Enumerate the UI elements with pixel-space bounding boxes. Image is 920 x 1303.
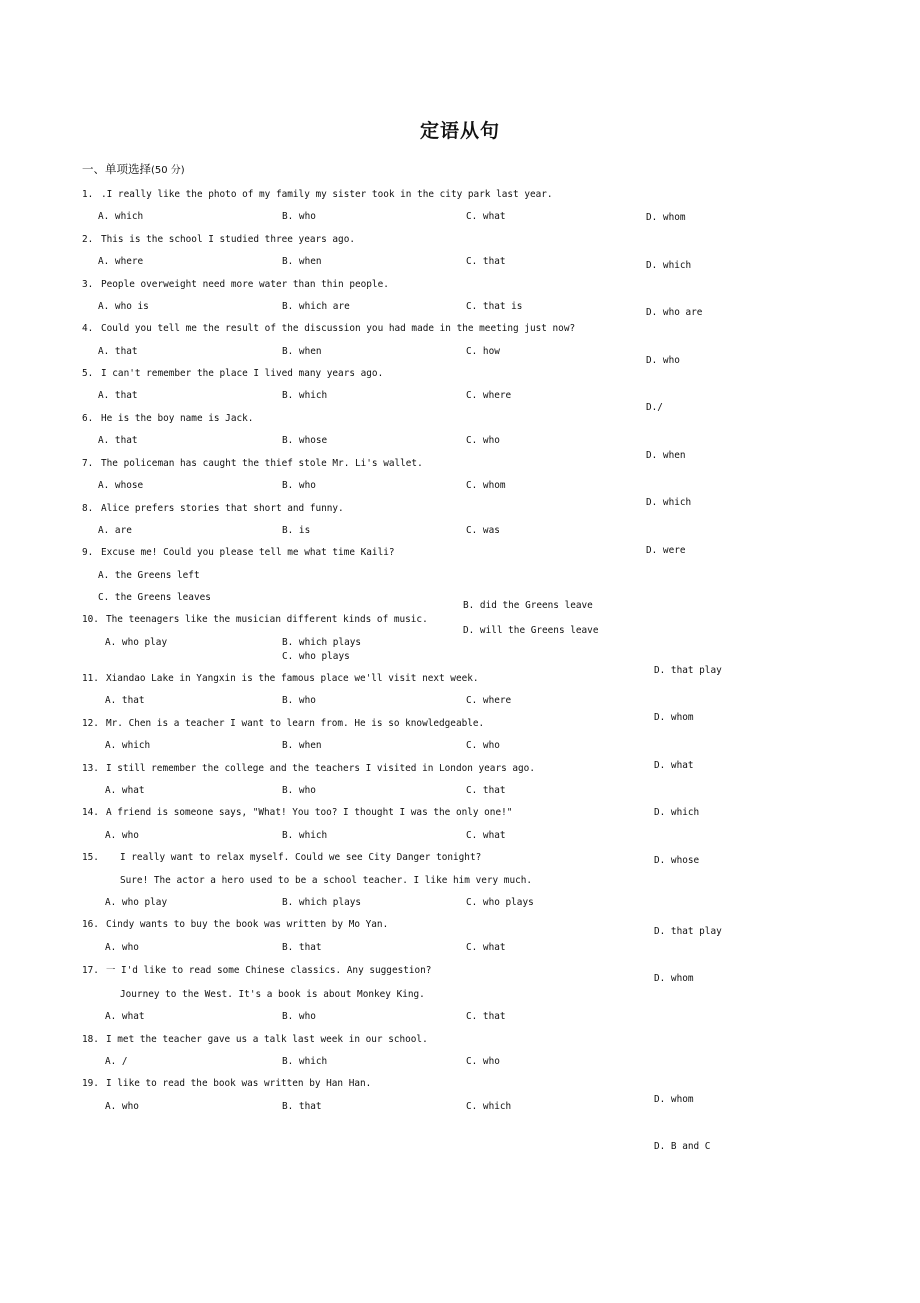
question-stem: .I really like the photo of my family my sister took in the city park last year. <box>101 189 553 200</box>
option-b: B. is <box>282 525 311 536</box>
question-stem: Mr. Chen is a teacher I want to learn from. He is so knowledgeable. <box>106 718 485 729</box>
option-d: D. will the Greens leave <box>463 625 599 636</box>
option-b: B. who <box>282 480 316 491</box>
option-b: B. who <box>282 211 316 222</box>
option-b: B. which <box>282 1056 328 1067</box>
option-a: A. that <box>98 346 138 357</box>
option-d: D. whom <box>654 712 694 723</box>
option-c: C. what <box>466 942 506 953</box>
question-number: 11. <box>82 673 99 684</box>
question-number: 4. <box>82 323 94 334</box>
question-number: 12. <box>82 718 99 729</box>
question-number: 8. <box>82 503 94 514</box>
question-stem: The teenagers like the musician different kinds of music. <box>106 614 428 625</box>
option-a: A. / <box>105 1056 128 1067</box>
question-number: 17. <box>82 965 99 976</box>
question-stem: Cindy wants to buy the book was written by Mo Yan. <box>106 919 389 930</box>
option-a: A. what <box>105 785 145 796</box>
option-a: A. that <box>105 695 145 706</box>
option-d: D. whom <box>646 212 686 223</box>
option-b: B. who <box>282 1011 316 1022</box>
question-stem: Could you tell me the result of the discussion you had made in the meeting just now? <box>101 323 576 334</box>
option-c: C. that <box>466 256 506 267</box>
option-c: C. was <box>466 525 500 536</box>
option-d: D. whom <box>654 973 694 984</box>
option-d: D. who <box>646 355 680 366</box>
question-stem: People overweight need more water than thin people. <box>101 279 389 290</box>
section-heading <box>82 161 185 177</box>
option-c: C. who <box>466 435 500 446</box>
question-stem: 一 I'd like to read some Chinese classics. Any suggestion? <box>106 965 432 976</box>
option-b: B. when <box>282 256 322 267</box>
option-a: A. who is <box>98 301 149 312</box>
option-c: C. what <box>466 211 506 222</box>
option-d: D. were <box>646 545 686 556</box>
option-a: A. that <box>98 435 138 446</box>
option-c: C. who <box>466 1056 500 1067</box>
question-number: 6. <box>82 413 94 424</box>
option-a: A. where <box>98 256 144 267</box>
question-number: 7. <box>82 458 94 469</box>
option-a: A. who <box>105 830 139 841</box>
option-d: D. whose <box>654 855 700 866</box>
question-stem-line2: Journey to the West. It's a book is about Monkey King. <box>120 989 425 1000</box>
option-d: D./ <box>646 402 663 413</box>
option-a: A. who <box>105 1101 139 1112</box>
option-c: C. who plays <box>282 651 350 662</box>
option-d: D. which <box>646 260 692 271</box>
option-b: B. whose <box>282 435 328 446</box>
option-c: C. that <box>466 785 506 796</box>
option-b: B. when <box>282 740 322 751</box>
question-stem: I can't remember the place I lived many years ago. <box>101 368 384 379</box>
question-number: 14. <box>82 807 99 818</box>
question-number: 15. <box>82 852 99 863</box>
question-number: 16. <box>82 919 99 930</box>
option-a: A. are <box>98 525 132 536</box>
option-c: C. where <box>466 695 512 706</box>
option-d: D. when <box>646 450 686 461</box>
question-number: 2. <box>82 234 94 245</box>
option-d: D. what <box>654 760 694 771</box>
option-d: D. B and C <box>654 1141 711 1152</box>
question-stem: Excuse me! Could you please tell me what time Kaili? <box>101 547 395 558</box>
question-stem: Alice prefers stories that short and funny. <box>101 503 344 514</box>
question-stem: I met the teacher gave us a talk last week in our school. <box>106 1034 428 1045</box>
option-c: C. which <box>466 1101 512 1112</box>
question-number: 1. <box>82 189 94 200</box>
option-a: A. which <box>105 740 151 751</box>
option-c: C. what <box>466 830 506 841</box>
section-heading-label: 一、单项选择 <box>82 162 151 176</box>
question-stem: A friend is someone says, "What! You too? I thought I was the only one!" <box>106 807 513 818</box>
question-stem-line2: Sure! The actor a hero used to be a school teacher. I like him very much. <box>120 875 533 886</box>
option-d: D. that play <box>654 926 722 937</box>
option-b: B. which plays <box>282 897 362 908</box>
option-c: C. that is <box>466 301 523 312</box>
option-d: D. which <box>654 807 700 818</box>
option-d: D. which <box>646 497 692 508</box>
option-a: A. which <box>98 211 144 222</box>
option-c: C. where <box>466 390 512 401</box>
option-b: B. who <box>282 785 316 796</box>
option-c: C. who <box>466 740 500 751</box>
question-number: 19. <box>82 1078 99 1089</box>
option-c: C. whom <box>466 480 506 491</box>
option-a: A. who <box>105 942 139 953</box>
option-b: B. that <box>282 1101 322 1112</box>
option-c: C. how <box>466 346 500 357</box>
question-number: 18. <box>82 1034 99 1045</box>
option-b: B. which <box>282 830 328 841</box>
option-b: B. did the Greens leave <box>463 600 593 611</box>
question-stem: This is the school I studied three years ago. <box>101 234 355 245</box>
section-points: (50 分) <box>151 165 185 176</box>
question-number: 13. <box>82 763 99 774</box>
option-a: A. what <box>105 1011 145 1022</box>
option-c: C. the Greens leaves <box>98 592 211 603</box>
option-a: A. whose <box>98 480 144 491</box>
option-b: B. which <box>282 390 328 401</box>
question-stem: The policeman has caught the thief stole Mr. Li's wallet. <box>101 458 423 469</box>
question-stem: Xiandao Lake in Yangxin is the famous place we'll visit next week. <box>106 673 479 684</box>
option-b: B. which are <box>282 301 350 312</box>
question-number: 5. <box>82 368 94 379</box>
question-number: 9. <box>82 547 94 558</box>
option-b: B. who <box>282 695 316 706</box>
option-b: B. when <box>282 346 322 357</box>
question-stem: I still remember the college and the teachers I visited in London years ago. <box>106 763 535 774</box>
option-b: B. that <box>282 942 322 953</box>
option-d: D. who are <box>646 307 703 318</box>
question-stem: I like to read the book was written by Han Han. <box>106 1078 372 1089</box>
question-number: 3. <box>82 279 94 290</box>
page-title: 定语从句 <box>419 120 500 142</box>
question-number: 10. <box>82 614 99 625</box>
option-d: D. that play <box>654 665 722 676</box>
option-a: A. who play <box>105 897 168 908</box>
option-a: A. who play <box>105 637 168 648</box>
question-stem: He is the boy name is Jack. <box>101 413 254 424</box>
option-b: B. which plays <box>282 637 362 648</box>
option-c: C. that <box>466 1011 506 1022</box>
option-a: A. the Greens left <box>98 570 200 581</box>
question-stem: I really want to relax myself. Could we see City Danger tonight? <box>120 852 482 863</box>
option-d: D. whom <box>654 1094 694 1105</box>
option-c: C. who plays <box>466 897 534 908</box>
option-a: A. that <box>98 390 138 401</box>
